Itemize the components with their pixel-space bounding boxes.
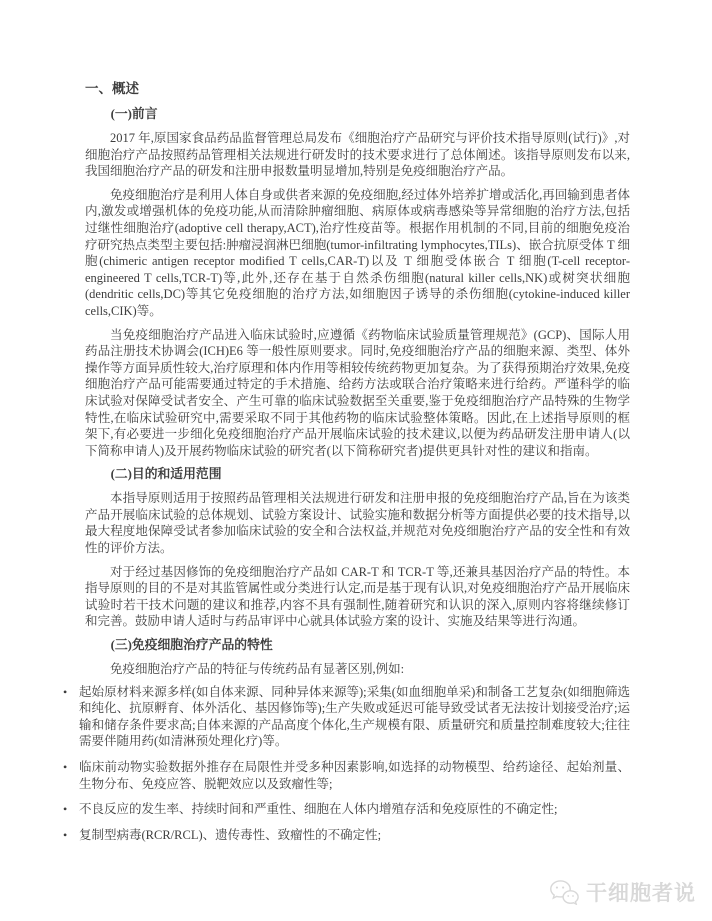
paragraph-purpose-2: 对于经过基因修饰的免疫细胞治疗产品如 CAR-T 和 TCR-T 等,还兼具基因治疗产品的特性。本指导原则的目的不是对其监管属性或分类进行认定,而是基于现有认识,对免疫细胞治疗产品开展临床试验时若干技术问题的建议和推荐,内容不具有强制性,随着研究和认识的深入,原则内容将继续修订和完善。鼓励申请人适时与药品审评中心就具体试验方案的设计、实施及结果等进行沟通。 <box>85 564 630 629</box>
section-heading-overview: 一、概述 <box>85 81 139 96</box>
list-item-adverse-reactions <box>63 801 630 818</box>
characteristics-list <box>63 684 630 844</box>
paragraph-preface-1: 2017 年,原国家食品药品监督管理总局发布《细胞治疗产品研究与评价技术指导原则(试行)》,对细胞治疗产品按照药品管理相关法规进行研发时的技术要求进行了总体阐述。该指导原则发布以来,我国细胞治疗产品的研发和注册申报数量明显增加,特别是免疫细胞治疗产品。 <box>85 131 630 179</box>
watermark-text: 干细胞者说 <box>586 882 696 905</box>
subsection-heading-characteristics: (三)免疫细胞治疗产品的特性 <box>110 638 273 653</box>
wechat-icon <box>549 879 579 905</box>
list-item-text: 复制型病毒(RCR/RCL)、遗传毒性、致瘤性的不确定性; <box>79 827 382 842</box>
subsection-heading-purpose-scope: (二)目的和适用范围 <box>110 467 222 482</box>
bullet-icon: • <box>63 827 68 842</box>
list-item-replication-virus <box>63 827 630 844</box>
paragraph-preface-2: 免疫细胞治疗是利用人体自身或供者来源的免疫细胞,经过体外培养扩增或活化,再回输到患者体内,激发或增强机体的免疫功能,从而清除肿瘤细胞、病原体或病毒感染等异常细胞的治疗方法,包括过继性细胞治疗(adoptive cell therapy,ACT),治疗性疫苗等。根据作用机制的不同,目前的细胞免疫治疗研究热点类型主要包括:肿瘤浸润淋巴细胞(tumor-infiltrating lymphocytes,TILs)、嵌合抗原受体 T 细胞(chimeric antigen receptor modified T cells,CAR-T)以及 T 细胞受体嵌合 T 细胞(T-cell receptor-engineered T cells,TCR-T)等,此外,还存在基于自然杀伤细胞(natural killer cells,NK)或树突状细胞(dendritic cells,DC)等其它免疫细胞的治疗方法,如细胞因子诱导的杀伤细胞(cytokine-induced killer cells,CIK)等。 <box>85 187 630 318</box>
list-item-text: 临床前动物实验数据外推存在局限性并受多种因素影响,如选择的动物模型、给药途径、起始剂量、生物分布、免疫应答、脱靶效应以及致瘤性等; <box>79 760 630 791</box>
list-item-text: 起始原材料来源多样(如自体来源、同种异体来源等);采集(如血细胞单采)和制备工艺复杂(如细胞筛选和纯化、抗原孵育、体外活化、基因修饰等);生产失败或延迟可能导致受试者无法按计划接受治疗;运输和储存条件要求高;自体来源的产品高度个体化,生产规模有限、质量研究和质量控制难度较大;往往需要伴随用药(如清淋预处理化疗)等。 <box>79 684 630 749</box>
bullet-icon: • <box>63 802 68 817</box>
list-item-text: 不良反应的发生率、持续时间和严重性、细胞在人体内增殖存活和免疫原性的不确定性; <box>79 802 558 817</box>
paragraph-characteristics-intro: 免疫细胞治疗产品的特征与传统药品有显著区别,例如: <box>110 662 405 677</box>
bullet-icon: • <box>63 760 68 774</box>
list-item-preclinical-limits <box>63 759 630 792</box>
paragraph-purpose-1: 本指导原则适用于按照药品管理相关法规进行研发和注册申报的免疫细胞治疗产品,旨在为该类产品开展临床试验的总体规划、试验方案设计、试验实施和数据分析等方面提供必要的技术指导,以最大程度地保障受试者参加临床试验的安全和合法权益,并规范对免疫细胞治疗产品的安全性和有效性的评价方法。 <box>85 491 630 556</box>
paragraph-preface-3: 当免疫细胞治疗产品进入临床试验时,应遵循《药物临床试验质量管理规范》(GCP)、国际人用药品注册技术协调会(ICH)E6 等一般性原则要求。同时,免疫细胞治疗产品的细胞来源、类型、体外操作等方面异质性较大,治疗原理和体内作用等相较传统药物更加复杂。为了获得预期治疗效果,免疫细胞治疗产品可能需要通过特定的手术措施、给药方法或联合治疗策略来进行给药。严谨科学的临床试验对保障受试者安全、产生可靠的临床试验数据至关重要,鉴于免疫细胞治疗产品特殊的生物学特性,在临床试验研究中,需要采取不同于其他药物的临床试验整体策略。因此,在上述指导原则的框架下,有必要进一步细化免疫细胞治疗产品开展临床试验的技术建议,以便为药品研发注册申请人(以下简称申请人)及开展药物临床试验的研究者(以下简称研究者)提供更具针对性的建议和指南。 <box>85 327 630 458</box>
bullet-icon: • <box>63 684 68 699</box>
subsection-heading-preface: (一)前言 <box>110 107 158 121</box>
list-item-raw-materials <box>63 684 630 750</box>
watermark <box>549 877 696 907</box>
